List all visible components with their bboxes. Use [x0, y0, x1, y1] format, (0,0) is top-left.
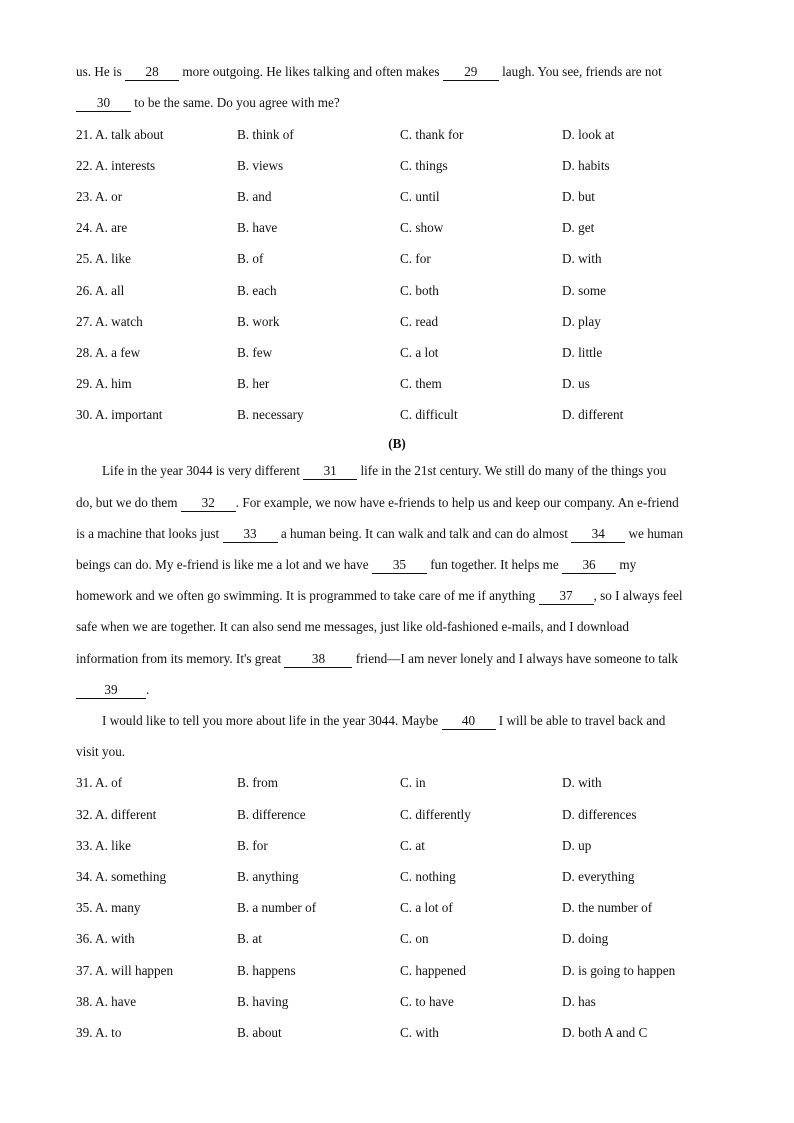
option-b: B. each [237, 283, 277, 298]
section-heading: (B) [388, 436, 406, 451]
blank-35: 35 [372, 557, 427, 574]
passage-text: . For example, we now have e-friends to help us and keep our company. An e-friend [235, 495, 679, 510]
option-d: D. play [562, 314, 601, 329]
passage-b-line [76, 555, 718, 575]
option-c: C. nothing [400, 869, 456, 884]
option-b: B. and [237, 189, 272, 204]
question-row [76, 867, 736, 887]
option-d: D. little [562, 345, 603, 360]
passage-b-line [102, 461, 718, 481]
option-a: 21. A. talk about [76, 127, 164, 142]
option-b: B. for [237, 838, 268, 853]
option-a: 25. A. like [76, 251, 131, 266]
option-c: C. differently [400, 807, 471, 822]
passage-text: to be the same. Do you agree with me? [131, 95, 340, 110]
option-b: B. few [237, 345, 273, 360]
blank-28: 28 [125, 64, 179, 81]
option-a: 28. A. a few [76, 345, 141, 360]
blank-38: 38 [284, 651, 352, 668]
passage-text: . [146, 682, 150, 697]
option-d: D. but [562, 189, 595, 204]
option-a: 23. A. or [76, 189, 123, 204]
option-a: 36. A. with [76, 931, 135, 946]
option-b: B. from [237, 775, 279, 790]
option-d: D. both A and C [562, 1025, 648, 1040]
passage-text: Life in the year 3044 is very different [102, 463, 304, 478]
option-d: D. some [562, 283, 606, 298]
passage-text: homework and we often go swimming. It is programmed to take care of me if anything [76, 588, 539, 603]
question-row [76, 281, 736, 301]
option-d: D. the number of [562, 900, 653, 915]
option-d: D. get [562, 220, 595, 235]
option-d: D. differences [562, 807, 637, 822]
passage-text: visit you. [76, 744, 126, 759]
option-c: C. happened [400, 963, 466, 978]
blank-31: 31 [303, 463, 357, 480]
option-a: 30. A. important [76, 407, 163, 422]
option-c: C. thank for [400, 127, 464, 142]
option-b: B. necessary [237, 407, 304, 422]
blank-39: 39 [76, 682, 146, 699]
option-c: C. for [400, 251, 431, 266]
option-d: D. different [562, 407, 624, 422]
question-row [76, 125, 736, 145]
passage-text: a human being. It can walk and talk and can do almost [277, 526, 572, 541]
passage-text: , so I always feel [593, 588, 683, 603]
option-d: D. look at [562, 127, 615, 142]
option-a: 37. A. will happen [76, 963, 174, 978]
question-row [76, 218, 736, 238]
option-b: B. happens [237, 963, 296, 978]
option-a: 38. A. have [76, 994, 137, 1009]
question-row [76, 773, 736, 793]
option-c: C. them [400, 376, 442, 391]
option-c: C. in [400, 775, 426, 790]
option-c: C. a lot [400, 345, 439, 360]
passage-text: I would like to tell you more about life in the year 3044. Maybe [102, 713, 442, 728]
option-b: B. work [237, 314, 280, 329]
question-row [76, 187, 736, 207]
question-row [76, 961, 736, 981]
option-c: C. read [400, 314, 439, 329]
option-b: B. about [237, 1025, 282, 1040]
option-c: C. show [400, 220, 444, 235]
option-c: C. things [400, 158, 448, 173]
blank-37: 37 [539, 588, 594, 605]
question-row [76, 405, 736, 425]
question-row [76, 374, 736, 394]
option-a: 31. A. of [76, 775, 123, 790]
option-c: C. difficult [400, 407, 458, 422]
option-a: 32. A. different [76, 807, 157, 822]
option-a: 35. A. many [76, 900, 141, 915]
passage-a-line [76, 62, 718, 82]
option-c: C. until [400, 189, 440, 204]
passage-b-line [102, 711, 718, 731]
option-b: B. have [237, 220, 278, 235]
blank-29: 29 [443, 64, 499, 81]
option-d: D. everything [562, 869, 635, 884]
blank-33: 33 [223, 526, 278, 543]
passage-text: I will be able to travel back and [495, 713, 666, 728]
passage-b-line [76, 524, 718, 544]
option-b: B. at [237, 931, 262, 946]
passage-b-line [76, 617, 718, 637]
passage-b-line [76, 649, 718, 669]
option-c: C. with [400, 1025, 439, 1040]
question-row [76, 312, 736, 332]
option-a: 33. A. like [76, 838, 131, 853]
option-a: 24. A. are [76, 220, 128, 235]
option-a: 27. A. watch [76, 314, 143, 329]
question-row [76, 156, 736, 176]
blank-34: 34 [571, 526, 625, 543]
question-row [76, 898, 736, 918]
blank-30: 30 [76, 95, 131, 112]
option-a: 39. A. to [76, 1025, 122, 1040]
option-a: 22. A. interests [76, 158, 156, 173]
option-d: D. doing [562, 931, 609, 946]
question-row [76, 992, 736, 1012]
passage-text: beings can do. My e-friend is like me a lot and we have [76, 557, 372, 572]
option-c: C. at [400, 838, 425, 853]
question-row [76, 249, 736, 269]
passage-text: we human [625, 526, 684, 541]
question-row [76, 343, 736, 363]
blank-32: 32 [181, 495, 236, 512]
option-b: B. a number of [237, 900, 317, 915]
passage-text: fun together. It helps me [426, 557, 563, 572]
question-row [76, 929, 736, 949]
option-a: 29. A. him [76, 376, 132, 391]
option-d: D. with [562, 775, 602, 790]
option-a: 34. A. something [76, 869, 167, 884]
passage-text: do, but we do them [76, 495, 181, 510]
option-c: C. on [400, 931, 429, 946]
option-d: D. habits [562, 158, 610, 173]
option-b: B. views [237, 158, 284, 173]
question-row [76, 805, 736, 825]
question-row [76, 1023, 736, 1043]
passage-text: my [616, 557, 637, 572]
passage-text: more outgoing. He likes talking and often makes [179, 64, 443, 79]
option-c: C. both [400, 283, 439, 298]
passage-text: life in the 21st century. We still do many of the things you [357, 463, 667, 478]
option-b: B. having [237, 994, 289, 1009]
option-d: D. has [562, 994, 596, 1009]
passage-text: us. He is [76, 64, 126, 79]
option-a: 26. A. all [76, 283, 125, 298]
option-d: D. is going to happen [562, 963, 676, 978]
passage-text: safe when we are together. It can also send me messages, just like old-fashioned e-mails, and I download [76, 619, 629, 634]
option-b: B. difference [237, 807, 306, 822]
passage-text: information from its memory. It's great [76, 651, 285, 666]
passage-text: friend—I am never lonely and I always have someone to talk [352, 651, 679, 666]
blank-36: 36 [562, 557, 616, 574]
blank-40: 40 [442, 713, 496, 730]
passage-text: is a machine that looks just [76, 526, 223, 541]
question-row [76, 836, 736, 856]
option-b: B. anything [237, 869, 299, 884]
option-d: D. us [562, 376, 590, 391]
passage-b-line [76, 493, 718, 513]
passage-b-line [76, 586, 718, 606]
passage-text: laugh. You see, friends are not [498, 64, 662, 79]
option-d: D. up [562, 838, 592, 853]
passage-b-line [76, 680, 718, 700]
passage-b-line [76, 742, 718, 762]
option-c: C. a lot of [400, 900, 453, 915]
option-b: B. her [237, 376, 270, 391]
option-c: C. to have [400, 994, 454, 1009]
option-b: B. of [237, 251, 264, 266]
option-b: B. think of [237, 127, 294, 142]
passage-a-line [76, 93, 718, 113]
option-d: D. with [562, 251, 602, 266]
